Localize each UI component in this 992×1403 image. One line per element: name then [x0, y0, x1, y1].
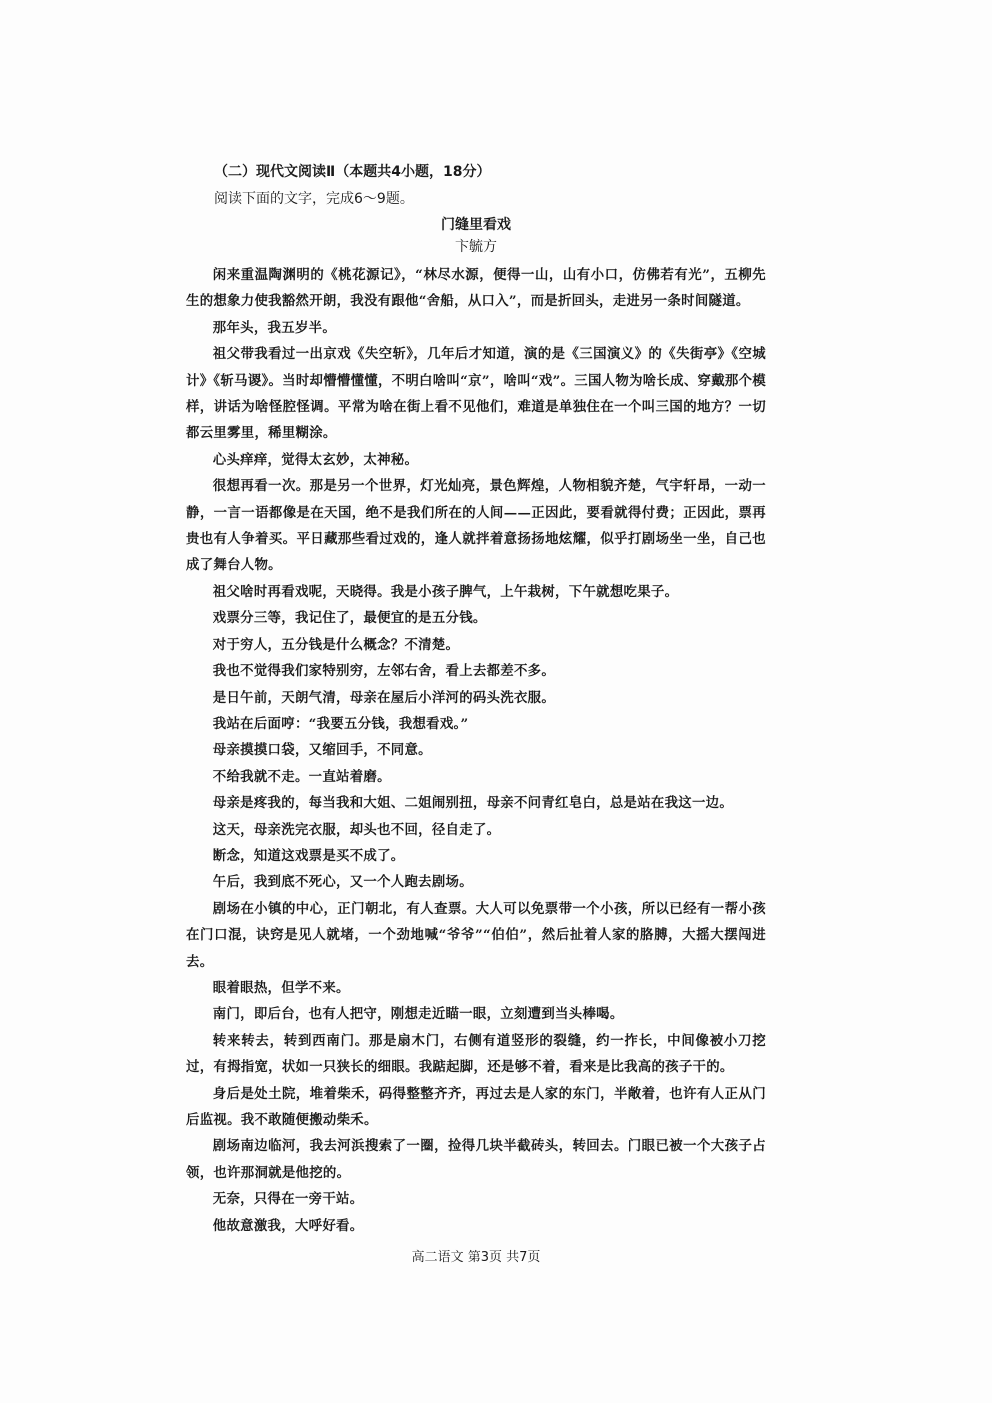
article-author: 卞毓方	[455, 239, 497, 255]
article-paragraph: 转来转去，转到西南门。那是扇木门，右侧有道竖形的裂缝，约一拃长，中间像被小刀挖过，有拇指宽，状如一只狭长的细眼。我踮起脚，还是够不着，看来是比我高的孩子干的。	[186, 1032, 766, 1076]
article-paragraph: 断念，知道这戏票是买不成了。	[212, 847, 405, 864]
article-paragraph: 午后，我到底不死心，又一个人跑去剧场。	[212, 874, 473, 891]
article-paragraph: 无奈，只得在一旁干站。	[212, 1191, 364, 1208]
article-paragraph: 闲来重温陶渊明的《桃花源记》，“林尽水源，便得一山，山有小口，仿佛若有光”，五柳先生的想象力使我豁然开朗，我没有跟他“舍船，从口入”，而是折回头，走进另一条时间隧道。	[186, 267, 766, 310]
article-paragraph: 很想再看一次。那是另一个世界，灯光灿亮，景色辉煌，人物相貌齐楚，气宇轩昂，一动一静，一言一语都像是在天国，绝不是我们所在的人间——正因此，要看就得付费；正因此，票再贵也有人争着买。平日藏那些看过戏的，逢人就拌着意扬扬地炫耀，似乎打剧场坐一坐，自己也成了舞台人物。	[186, 478, 766, 574]
article-paragraph: 剧场在小镇的中心，正门朝北，有人查票。大人可以免票带一个小孩，所以已经有一帮小孩在门口混，诀窍是见人就堵，一个劲地喊“爷爷”“伯伯”，然后扯着人家的胳膊，大摇大摆闯进去。	[186, 900, 766, 970]
article-paragraph: 心头痒痒，觉得太玄妙，太神秘。	[212, 451, 419, 468]
article-paragraph: 祖父啥时再看戏呢，天晓得。我是小孩子脾气，上午栽树，下午就想吃果子。	[212, 583, 679, 600]
article-paragraph: 身后是处土院，堆着柴禾，码得整整齐齐，再过去是人家的东门，半敞着，也许有人正从门后监视。我不敢随便搬动柴禾。	[186, 1085, 766, 1128]
article-paragraph: 眼着眼热，但学不来。	[212, 979, 350, 996]
page-footer: 高二语文 第3页 共7页	[411, 1250, 541, 1266]
article-paragraph: 母亲是疼我的，每当我和大姐、二姐闹别扭，母亲不问青红皂白，总是站在我这一边。	[212, 795, 734, 812]
article-paragraph: 我也不觉得我们家特别穷，左邻右舍，看上去都差不多。	[212, 663, 556, 680]
page-content	[186, 160, 766, 1269]
article-title: 门缝里看戏	[441, 217, 511, 233]
article-paragraph: 我站在后面哼：“我要五分钱，我想看戏。”	[212, 715, 469, 732]
article-paragraph: 不给我就不走。一直站着磨。	[212, 768, 391, 785]
article-paragraph: 剧场南边临河，我去河浜搜索了一圈，捡得几块半截砖头，转回去。门眼已被一个大孩子占领，也许那洞就是他挖的。	[186, 1138, 766, 1181]
article-paragraph: 这天，母亲洗完衣服，却头也不回，径自走了。	[212, 821, 501, 838]
article-paragraph: 祖父带我看过一出京戏《失空斩》，几年后才知道，演的是《三国演义》的《失街亭》《空城计》《斩马谡》。当时却懵懵懂懂，不明白啥叫“京”，啥叫“戏”。三国人物为啥长成、穿戴那个模样，讲话为啥怪腔怪调。平常为啥在街上看不见他们，难道是单独住在一个叫三国的地方？一切都云里雾里，稀里糊涂。	[186, 346, 766, 442]
article-paragraph: 他故意激我，大呼好看。	[212, 1217, 364, 1234]
article-paragraph: 南门，即后台，也有人把守，刚想走近瞄一眼，立刻遭到当头棒喝。	[212, 1006, 624, 1023]
article-paragraph: 那年头，我五岁半。	[212, 319, 337, 336]
section-heading: （二）现代文阅读Ⅱ（本题共4小题，18分）	[214, 164, 491, 180]
article-body	[186, 262, 766, 1239]
article-paragraph: 是日午前，天朗气清，母亲在屋后小洋河的码头洗衣服。	[212, 689, 556, 706]
article-paragraph: 母亲摸摸口袋，又缩回手，不同意。	[212, 742, 432, 759]
reading-instruction: 阅读下面的文字，完成6～9题。	[214, 191, 414, 207]
article-paragraph: 戏票分三等，我记住了，最便宜的是五分钱。	[212, 610, 487, 627]
article-paragraph: 对于穷人，五分钱是什么概念？不清楚。	[212, 636, 460, 653]
